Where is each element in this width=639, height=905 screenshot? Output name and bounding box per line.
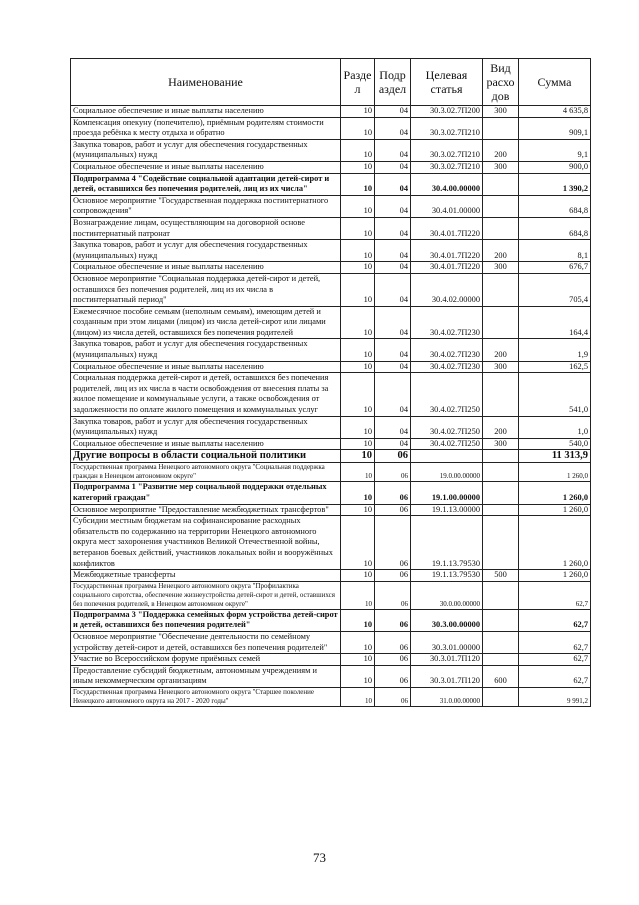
cell-type: 200: [483, 240, 519, 262]
cell-subsection: 06: [375, 631, 411, 653]
cell-section: 10: [341, 240, 375, 262]
cell-target: 30.4.01.7П220: [411, 262, 483, 274]
cell-type: 300: [483, 361, 519, 373]
cell-type: 300: [483, 438, 519, 450]
cell-target: 30.4.02.7П230: [411, 306, 483, 339]
cell-subsection: 06: [375, 516, 411, 570]
cell-type: [483, 306, 519, 339]
cell-type: 300: [483, 262, 519, 274]
cell-target: 19.1.13.79530: [411, 570, 483, 582]
cell-name: Социальная поддержка детей-сирот и детей, оставшихся без попечения родителей, лиц из их числа в части освобождения от внесения платы за жилое помещение и коммунальные услуги, а также освобождения от задолженности по оплате жилого помещения и коммунальных услуг: [71, 373, 341, 416]
cell-sum: 684,8: [519, 195, 591, 217]
table-row: [71, 687, 591, 706]
cell-section: 10: [341, 373, 375, 416]
cell-section: 10: [341, 195, 375, 217]
cell-name: Другие вопросы в области социальной политики: [71, 450, 341, 463]
cell-subsection: 06: [375, 654, 411, 666]
cell-target: 30.4.02.7П230: [411, 361, 483, 373]
cell-target: [411, 450, 483, 463]
cell-name: Участие во Всероссийском форуме приёмных семей: [71, 654, 341, 666]
cell-name: Предоставление субсидий бюджетным, автономным учреждениям и иным некоммерческим организациям: [71, 665, 341, 687]
cell-subsection: 06: [375, 450, 411, 463]
cell-sum: 9 991,2: [519, 687, 591, 706]
cell-target: 30.4.02.7П250: [411, 373, 483, 416]
cell-sum: 684,8: [519, 217, 591, 239]
cell-section: 10: [341, 217, 375, 239]
cell-sum: 8,1: [519, 240, 591, 262]
table-row: [71, 416, 591, 438]
cell-name: Государственная программа Ненецкого автономного округа "Социальная поддержка граждан в Ненецком автономном округе": [71, 463, 341, 482]
cell-type: 300: [483, 161, 519, 173]
page-number: 73: [313, 850, 326, 865]
table-row: [71, 654, 591, 666]
cell-name: Субсидии местным бюджетам на софинансирование расходных обязательств по содержанию на территории Ненецкого автономного округа мест захоронения участников Великой Отечественной войны, ветеранов боевых действий, участников локальных войн и вооружённых конфликтов: [71, 516, 341, 570]
cell-target: 19.1.13.00000: [411, 504, 483, 516]
header-name: Наименование: [71, 59, 341, 106]
cell-subsection: 04: [375, 195, 411, 217]
cell-section: 10: [341, 581, 375, 609]
cell-sum: 900,0: [519, 161, 591, 173]
table-row: [71, 106, 591, 118]
cell-section: 10: [341, 609, 375, 631]
cell-type: [483, 273, 519, 306]
cell-target: 19.1.00.00000: [411, 482, 483, 504]
cell-section: 10: [341, 570, 375, 582]
cell-sum: 1 260,0: [519, 463, 591, 482]
cell-section: 10: [341, 361, 375, 373]
cell-target: 30.4.02.00000: [411, 273, 483, 306]
cell-name: Компенсация опекуну (попечителю), приёмным родителям стоимости проезда ребёнка к месту отдыха и обратно: [71, 117, 341, 139]
cell-name: Закупка товаров, работ и услуг для обеспечения государственных (муниципальных) нужд: [71, 416, 341, 438]
cell-type: [483, 654, 519, 666]
cell-type: 200: [483, 139, 519, 161]
cell-subsection: 04: [375, 361, 411, 373]
cell-sum: 909,1: [519, 117, 591, 139]
cell-type: 500: [483, 570, 519, 582]
cell-sum: 705,4: [519, 273, 591, 306]
cell-type: [483, 450, 519, 463]
cell-section: 10: [341, 273, 375, 306]
cell-sum: 62,7: [519, 581, 591, 609]
cell-name: Закупка товаров, работ и услуг для обеспечения государственных (муниципальных) нужд: [71, 139, 341, 161]
cell-sum: 676,7: [519, 262, 591, 274]
cell-type: [483, 516, 519, 570]
cell-section: 10: [341, 306, 375, 339]
cell-section: 10: [341, 631, 375, 653]
cell-subsection: 04: [375, 262, 411, 274]
cell-sum: 162,5: [519, 361, 591, 373]
cell-target: 30.4.02.7П250: [411, 416, 483, 438]
cell-target: 30.3.01.00000: [411, 631, 483, 653]
cell-section: 10: [341, 504, 375, 516]
cell-section: 10: [341, 262, 375, 274]
cell-section: 10: [341, 339, 375, 361]
table-row: [71, 240, 591, 262]
cell-section: 10: [341, 173, 375, 195]
table-row: [71, 173, 591, 195]
cell-type: [483, 631, 519, 653]
cell-section: 10: [341, 665, 375, 687]
cell-type: [483, 504, 519, 516]
cell-name: Основное мероприятие "Социальная поддержка детей-сирот и детей, оставшихся без попечения родителей, лиц из их числа в постинтернатный период": [71, 273, 341, 306]
cell-type: [483, 687, 519, 706]
cell-section: 10: [341, 106, 375, 118]
cell-sum: 164,4: [519, 306, 591, 339]
cell-subsection: 04: [375, 240, 411, 262]
cell-type: [483, 117, 519, 139]
cell-target: 30.4.01.7П220: [411, 240, 483, 262]
header-sum: Сумма: [519, 59, 591, 106]
cell-target: 30.3.02.7П210: [411, 117, 483, 139]
cell-name: Основное мероприятие "Предоставление межбюджетных трансфертов": [71, 504, 341, 516]
cell-target: 30.0.00.00000: [411, 581, 483, 609]
cell-name: Ежемесячное пособие семьям (неполным семьям), имеющим детей и созданным при этом лицами (лицом) из числа детей-сирот или лицами (лицом) из числа детей, оставшихся без попечения родителей: [71, 306, 341, 339]
cell-section: 10: [341, 516, 375, 570]
cell-section: 10: [341, 450, 375, 463]
cell-target: 31.0.00.00000: [411, 687, 483, 706]
table-row: [71, 450, 591, 463]
budget-table: [70, 58, 591, 707]
header-subsection: Подр аздел: [375, 59, 411, 106]
cell-type: [483, 609, 519, 631]
table-row: [71, 273, 591, 306]
cell-sum: 1,9: [519, 339, 591, 361]
table-row: [71, 570, 591, 582]
cell-subsection: 04: [375, 339, 411, 361]
cell-sum: 1 260,0: [519, 570, 591, 582]
cell-name: Социальное обеспечение и иные выплаты населению: [71, 161, 341, 173]
table-row: [71, 609, 591, 631]
cell-section: 10: [341, 117, 375, 139]
cell-sum: 540,0: [519, 438, 591, 450]
cell-section: 10: [341, 687, 375, 706]
cell-subsection: 04: [375, 161, 411, 173]
cell-sum: 9,1: [519, 139, 591, 161]
table-row: [71, 217, 591, 239]
table-row: [71, 482, 591, 504]
cell-target: 19.1.13.79530: [411, 516, 483, 570]
cell-type: [483, 581, 519, 609]
cell-target: 30.3.00.00000: [411, 609, 483, 631]
cell-name: Социальное обеспечение и иные выплаты населению: [71, 438, 341, 450]
cell-type: [483, 463, 519, 482]
cell-name: Основное мероприятие "Государственная поддержка постинтернатного сопровождения": [71, 195, 341, 217]
cell-name: Закупка товаров, работ и услуг для обеспечения государственных (муниципальных) нужд: [71, 240, 341, 262]
cell-sum: 1 260,0: [519, 516, 591, 570]
cell-section: 10: [341, 416, 375, 438]
cell-type: [483, 482, 519, 504]
cell-target: 30.3.02.7П210: [411, 139, 483, 161]
cell-name: Социальное обеспечение и иные выплаты населению: [71, 106, 341, 118]
cell-type: 600: [483, 665, 519, 687]
table-row: [71, 195, 591, 217]
table-row: [71, 438, 591, 450]
cell-name: Подпрограмма 4 "Содействие социальной адаптации детей-сирот и детей, оставшихся без попечения родителей, лиц из их числа": [71, 173, 341, 195]
table-row: [71, 516, 591, 570]
cell-subsection: 06: [375, 570, 411, 582]
cell-name: Социальное обеспечение и иные выплаты населению: [71, 361, 341, 373]
cell-target: 30.4.00.00000: [411, 173, 483, 195]
cell-subsection: 04: [375, 273, 411, 306]
cell-sum: 1,0: [519, 416, 591, 438]
cell-target: 30.3.02.7П200: [411, 106, 483, 118]
cell-sum: 1 260,0: [519, 504, 591, 516]
cell-sum: 62,7: [519, 654, 591, 666]
cell-sum: 62,7: [519, 609, 591, 631]
table-row: [71, 504, 591, 516]
cell-section: 10: [341, 139, 375, 161]
cell-subsection: 04: [375, 173, 411, 195]
table-row: [71, 262, 591, 274]
cell-section: 10: [341, 654, 375, 666]
cell-target: 19.0.00.00000: [411, 463, 483, 482]
table-row: [71, 361, 591, 373]
table-header-row: [71, 59, 591, 106]
cell-target: 30.4.02.7П250: [411, 438, 483, 450]
table-row: [71, 117, 591, 139]
cell-target: 30.4.02.7П230: [411, 339, 483, 361]
cell-subsection: 04: [375, 217, 411, 239]
cell-subsection: 06: [375, 609, 411, 631]
cell-target: 30.3.01.7П120: [411, 665, 483, 687]
cell-subsection: 04: [375, 106, 411, 118]
cell-name: Межбюджетные трансферты: [71, 570, 341, 582]
cell-subsection: 04: [375, 416, 411, 438]
table-body: [71, 106, 591, 707]
cell-sum: 541,0: [519, 373, 591, 416]
cell-subsection: 06: [375, 463, 411, 482]
cell-sum: 4 635,8: [519, 106, 591, 118]
cell-type: [483, 195, 519, 217]
cell-subsection: 06: [375, 581, 411, 609]
table-row: [71, 463, 591, 482]
cell-type: 300: [483, 106, 519, 118]
table-row: [71, 306, 591, 339]
cell-sum: 62,7: [519, 665, 591, 687]
header-type: Вид расхо дов: [483, 59, 519, 106]
cell-section: 10: [341, 482, 375, 504]
cell-type: [483, 173, 519, 195]
header-section: Разде л: [341, 59, 375, 106]
table-row: [71, 339, 591, 361]
cell-subsection: 04: [375, 438, 411, 450]
cell-name: Государственная программа Ненецкого автономного округа "Профилактика социального сиротства, обеспечение жизнеустройства детей-сирот и детей, оставшихся без попечения родителей, в Ненецком автономном округе": [71, 581, 341, 609]
cell-type: [483, 373, 519, 416]
cell-name: Подпрограмма 1 "Развитие мер социальной поддержки отдельных категорий граждан": [71, 482, 341, 504]
cell-type: [483, 217, 519, 239]
cell-name: Социальное обеспечение и иные выплаты населению: [71, 262, 341, 274]
cell-target: 30.3.02.7П210: [411, 161, 483, 173]
cell-target: 30.3.01.7П120: [411, 654, 483, 666]
cell-type: 200: [483, 416, 519, 438]
cell-subsection: 06: [375, 504, 411, 516]
cell-subsection: 04: [375, 139, 411, 161]
table-row: [71, 373, 591, 416]
cell-target: 30.4.01.7П220: [411, 217, 483, 239]
cell-type: 200: [483, 339, 519, 361]
cell-name: Вознаграждение лицам, осуществляющим на договорной основе постинтернатный патронат: [71, 217, 341, 239]
table-row: [71, 161, 591, 173]
cell-sum: 1 260,0: [519, 482, 591, 504]
cell-subsection: 04: [375, 373, 411, 416]
cell-target: 30.4.01.00000: [411, 195, 483, 217]
cell-subsection: 06: [375, 665, 411, 687]
table-row: [71, 631, 591, 653]
cell-subsection: 04: [375, 306, 411, 339]
cell-section: 10: [341, 438, 375, 450]
cell-sum: 62,7: [519, 631, 591, 653]
cell-name: Государственная программа Ненецкого автономного округа "Старшее поколение Ненецкого автономного округа на 2017 - 2020 годы": [71, 687, 341, 706]
table-row: [71, 139, 591, 161]
cell-subsection: 06: [375, 687, 411, 706]
cell-subsection: 04: [375, 117, 411, 139]
cell-name: Закупка товаров, работ и услуг для обеспечения государственных (муниципальных) нужд: [71, 339, 341, 361]
cell-sum: 11 313,9: [519, 450, 591, 463]
cell-subsection: 06: [375, 482, 411, 504]
cell-name: Подпрограмма 3 "Поддержка семейных форм устройства детей-сирот и детей, оставшихся без попечения родителей": [71, 609, 341, 631]
cell-section: 10: [341, 463, 375, 482]
cell-name: Основное мероприятие "Обеспечение деятельности по семейному устройству детей-сирот и детей, оставшихся без попечения родителей": [71, 631, 341, 653]
cell-sum: 1 390,2: [519, 173, 591, 195]
table-row: [71, 581, 591, 609]
cell-section: 10: [341, 161, 375, 173]
table-row: [71, 665, 591, 687]
header-target: Целевая статья: [411, 59, 483, 106]
